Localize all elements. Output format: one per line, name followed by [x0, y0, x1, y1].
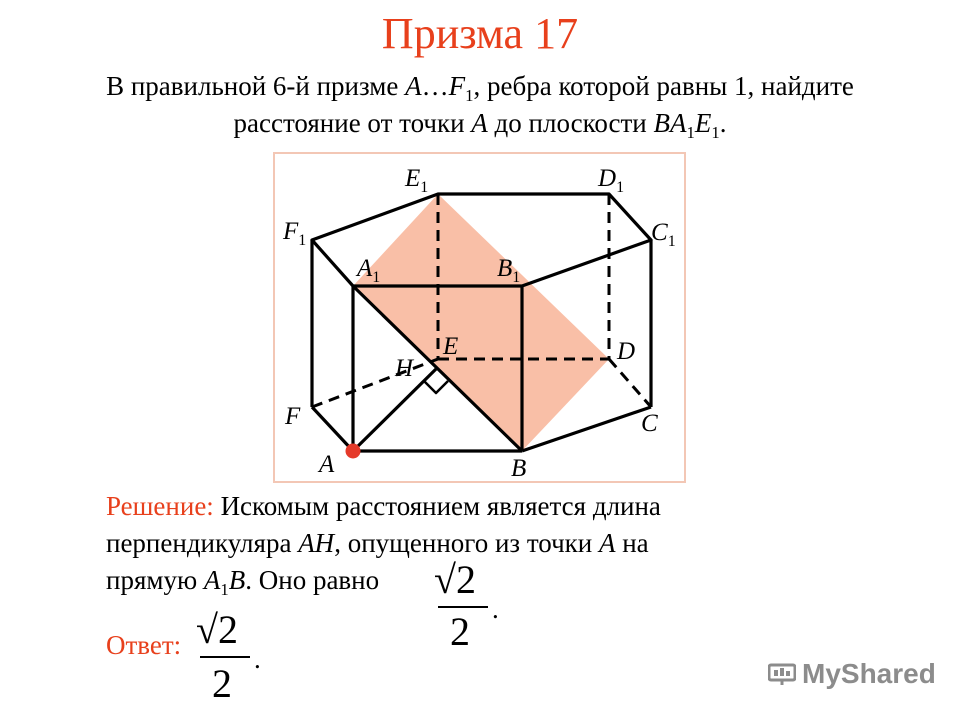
answer-label: Ответ:	[106, 630, 182, 660]
segment-ah: AH	[298, 528, 335, 558]
label-d: D	[617, 338, 636, 365]
label-a1: $A_1$	[357, 255, 381, 286]
fraction-numerator: √2	[434, 557, 476, 602]
myshared-logo	[768, 656, 936, 692]
period: .	[492, 594, 499, 624]
problem-text: до плоскости	[487, 108, 654, 138]
label-b: B	[511, 455, 527, 481]
plane-e: E	[694, 108, 712, 138]
prism-diagram	[275, 154, 684, 481]
plane-ba: BA	[653, 108, 687, 138]
label-c: C	[641, 410, 658, 437]
label-c1: $C_1$	[651, 219, 676, 250]
fraction-denominator: 2	[212, 661, 232, 706]
fraction-bar	[200, 656, 250, 658]
solution-line: Искомым расстоянием является длина	[213, 491, 661, 521]
label-d1: $D_1$	[598, 165, 625, 196]
label-e1: $E_1$	[405, 165, 429, 196]
label-f: F	[285, 403, 301, 430]
prism-figure	[273, 152, 686, 483]
problem-text: В правильной 6-й призме	[106, 71, 406, 101]
solution-line: прямую	[106, 565, 204, 595]
subscript: 1	[465, 85, 474, 105]
fraction-numerator: √2	[196, 607, 238, 652]
fraction-bar	[438, 606, 488, 608]
problem-text: , ребра которой равны 1, найдите	[473, 71, 854, 101]
solution-line: на	[615, 528, 649, 558]
period: .	[254, 644, 261, 674]
solution-line: , опущенного из точки	[334, 528, 599, 558]
slide-title: Призма 17	[381, 9, 579, 58]
point-a: A	[598, 528, 616, 558]
label-h: H	[395, 355, 414, 382]
label-e: E	[443, 333, 459, 360]
point-a: A	[471, 108, 488, 138]
fraction-denominator: 2	[450, 609, 470, 654]
vertex-f: F	[448, 71, 466, 101]
presentation-board-icon	[768, 662, 796, 686]
subscript: 1	[220, 579, 229, 599]
label-b1: $B_1$	[497, 255, 521, 286]
label-a: A	[319, 451, 335, 478]
ellipsis: …	[421, 71, 449, 101]
problem-statement	[20, 68, 940, 142]
subscript: 1	[711, 122, 720, 142]
logo-text: MyShared	[802, 658, 936, 689]
point-b: B	[228, 565, 246, 595]
solution-line: . Оно равно	[245, 565, 380, 595]
label-f1: $F_1$	[283, 218, 307, 249]
problem-text: расстояние от точки	[233, 108, 472, 138]
solution-label: Решение:	[106, 491, 214, 521]
subscript: 1	[686, 122, 695, 142]
vertex-a: A	[405, 71, 422, 101]
point-a-marker	[346, 444, 361, 459]
period: .	[719, 108, 727, 138]
solution-line: перпендикуляра	[106, 528, 299, 558]
point-a1: A	[203, 565, 221, 595]
